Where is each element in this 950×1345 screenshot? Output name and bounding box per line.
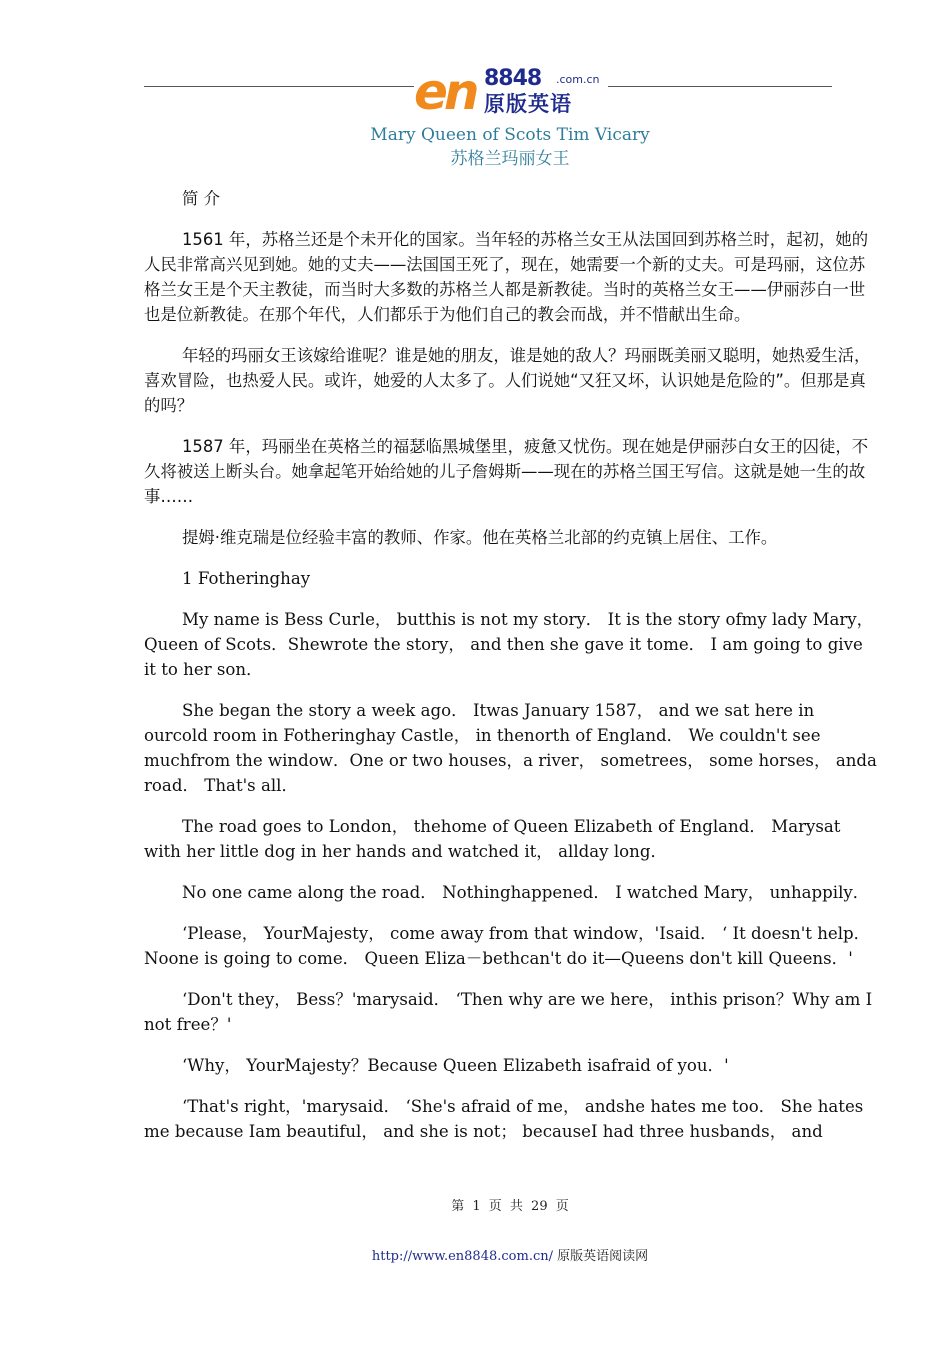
site-logo[interactable] <box>414 63 608 121</box>
footer-url-link[interactable]: http://www.en8848.com.cn/ <box>371 1249 553 1264</box>
chapter-heading: 1 Fotheringhay <box>182 569 311 588</box>
story-paragraph: ‘Please， YourMajesty， come away from that window，'Isaid． ‘ It doesn't help． Noone is going to come． Queen Eliza－bethcan't do it—Queens don't kill Queens．' <box>144 924 871 968</box>
header-rule-left <box>144 86 414 87</box>
story-paragraph: ‘Don't they， Bess？'marysaid． ‘Then why are we here， inthis prison？Why am I not free？' <box>144 990 873 1034</box>
author-bio-paragraph: 提姆·维克瑞是位经验丰富的教师、作家。他在英格兰北部的约克镇上居住、工作。 <box>182 528 778 547</box>
book-title-chinese: 苏格兰玛丽女王 <box>450 149 570 169</box>
logo-chinese-name: 原版英语 <box>484 92 572 116</box>
footer-source <box>0 1248 950 1266</box>
intro-paragraph: 年轻的玛丽女王该嫁给谁呢？谁是她的朋友，谁是她的敌人？玛丽既美丽又聪明，她热爱生活，喜欢冒险，也热爱人民。或许，她爱的人太多了。人们说她“又狂又坏，认识她是危险的”。但那是真的吗？ <box>144 346 871 415</box>
footer-site-name: 原版英语阅读网 <box>557 1249 649 1264</box>
intro-paragraph: 1587 年，玛丽坐在英格兰的福瑟临黑城堡里，疲惫又忧伤。现在她是伊丽莎白女王的囚徒，不久将被送上断头台。她拿起笔开始给她的儿子詹姆斯——现在的苏格兰国王写信。这就是她一生的故事…… <box>144 437 869 506</box>
logo-domain: .com.cn <box>556 73 600 86</box>
header-rule-right <box>608 86 832 87</box>
story-paragraph: ‘Why， YourMajesty？Because Queen Elizabeth isafraid of you．' <box>182 1056 729 1075</box>
logo-en-mark: en <box>414 63 476 121</box>
story-paragraph: The road goes to London， thehome of Queen Elizabeth of England． Marysat with her little dog in her hands and watched it， allday long． <box>144 817 841 861</box>
story-paragraph: No one came along the road． Nothinghappened． I watched Mary， unhappily． <box>182 883 870 902</box>
story-paragraph: She began the story a week ago． Itwas January 1587， and we sat here in ourcold room in Fotheringhay Castle， in thenorth of England． We couldn't see muchfrom the window．One or two houses，a river， sometrees， some horses， anda road． That's all． <box>144 701 877 795</box>
story-paragraph: My name is Bess Curle， butthis is not my story． It is the story ofmy lady Mary， Queen of Scots．Shewrote the story， and then she gave it tome． I am going to give it to her son． <box>144 610 874 679</box>
book-title-english: Mary Queen of Scots Tim Vicary <box>370 125 650 145</box>
intro-paragraph: 1561 年，苏格兰还是个未开化的国家。当年轻的苏格兰女王从法国回到苏格兰时，起初，她的人民非常高兴见到她。她的丈夫——法国国王死了，现在，她需要一个新的丈夫。可是玛丽，这位苏格兰女王是个天主教徒，而当时大多数的苏格兰人都是新教徒。当时的英格兰女王——伊丽莎白一世也是位新教徒。在那个年代，人们都乐于为他们自己的教会而战，并不惜献出生命。 <box>144 230 869 324</box>
document-body <box>144 186 879 1160</box>
page-number: 第 1 页 共 29 页 <box>451 1199 569 1214</box>
section-heading-intro: 简 介 <box>182 189 220 208</box>
story-paragraph: ‘That's right，'marysaid． ‘She's afraid of me， andshe hates me too． She hates me because Iam beautiful， and she is not； becauseI had three husbands， and <box>144 1097 864 1141</box>
logo-number: 8848 <box>484 66 542 91</box>
